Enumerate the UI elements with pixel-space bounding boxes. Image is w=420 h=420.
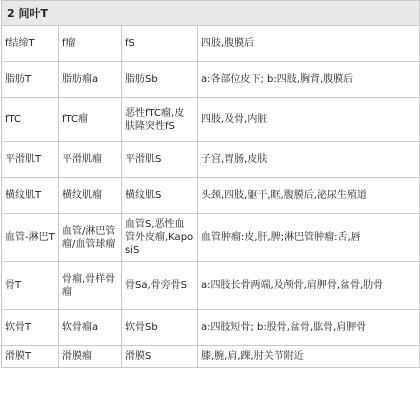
table-row	[2, 346, 420, 368]
benign-cell: 软骨瘤a	[59, 310, 122, 346]
location-cell: 膝,腕,肩,踝,肘关节附近	[198, 346, 420, 368]
mesenchymal-tumor-table	[1, 0, 420, 368]
table-row	[2, 62, 420, 98]
location-cell: a:四肢短骨; b:股骨,盆骨,肱骨,肩胛骨	[198, 310, 420, 346]
benign-cell: fTC瘤	[59, 98, 122, 142]
location-cell: a:各部位皮下; b:四肢,胸背,腹膜后	[198, 62, 420, 98]
malignant-cell: 脂肪Sb	[122, 62, 198, 98]
table-row	[2, 142, 420, 178]
tissue-cell: 横纹肌T	[2, 178, 59, 214]
benign-cell: f瘤	[59, 26, 122, 62]
table-row	[2, 26, 420, 62]
table-row	[2, 98, 420, 142]
malignant-cell: 血管S,恶性血管外皮瘤,KaposiS	[122, 214, 198, 262]
malignant-cell: 滑膜S	[122, 346, 198, 368]
tissue-cell: 脂肪T	[2, 62, 59, 98]
location-cell: 子宫,胃肠,皮肤	[198, 142, 420, 178]
table-row	[2, 178, 420, 214]
malignant-cell: 软骨Sb	[122, 310, 198, 346]
malignant-cell: 横纹肌S	[122, 178, 198, 214]
benign-cell: 骨瘤,骨样骨瘤	[59, 262, 122, 310]
tissue-cell: 血管-淋巴T	[2, 214, 59, 262]
tissue-cell: 平滑肌T	[2, 142, 59, 178]
table-row	[2, 310, 420, 346]
benign-cell: 滑膜瘤	[59, 346, 122, 368]
malignant-cell: 平滑肌S	[122, 142, 198, 178]
tissue-cell: fTC	[2, 98, 59, 142]
tissue-cell: 骨T	[2, 262, 59, 310]
section-title: 2 间叶T	[2, 1, 420, 26]
table-row	[2, 214, 420, 262]
location-cell: a:四肢长骨两端,及颅骨,肩胛骨,盆骨,肋骨	[198, 262, 420, 310]
malignant-cell: 骨Sa,骨旁骨S	[122, 262, 198, 310]
table-section-header	[2, 1, 420, 26]
benign-cell: 脂肪瘤a	[59, 62, 122, 98]
location-cell: 四肢,及骨,内脏	[198, 98, 420, 142]
tissue-cell: 滑膜T	[2, 346, 59, 368]
tissue-cell: 软骨T	[2, 310, 59, 346]
tissue-cell: f结缔T	[2, 26, 59, 62]
location-cell: 血管肿瘤:皮,肝,脾;淋巴管肿瘤:舌,唇	[198, 214, 420, 262]
malignant-cell: 恶性fTC瘤,皮肤隆突性fS	[122, 98, 198, 142]
benign-cell: 血管/淋巴管瘤/血管球瘤	[59, 214, 122, 262]
location-cell: 四肢,腹膜后	[198, 26, 420, 62]
malignant-cell: fS	[122, 26, 198, 62]
table-row	[2, 262, 420, 310]
benign-cell: 平滑肌瘤	[59, 142, 122, 178]
benign-cell: 横纹肌瘤	[59, 178, 122, 214]
location-cell: 头颈,四肢,躯干,眶,腹膜后,泌尿生殖道	[198, 178, 420, 214]
classification-table-frame	[1, 0, 419, 419]
